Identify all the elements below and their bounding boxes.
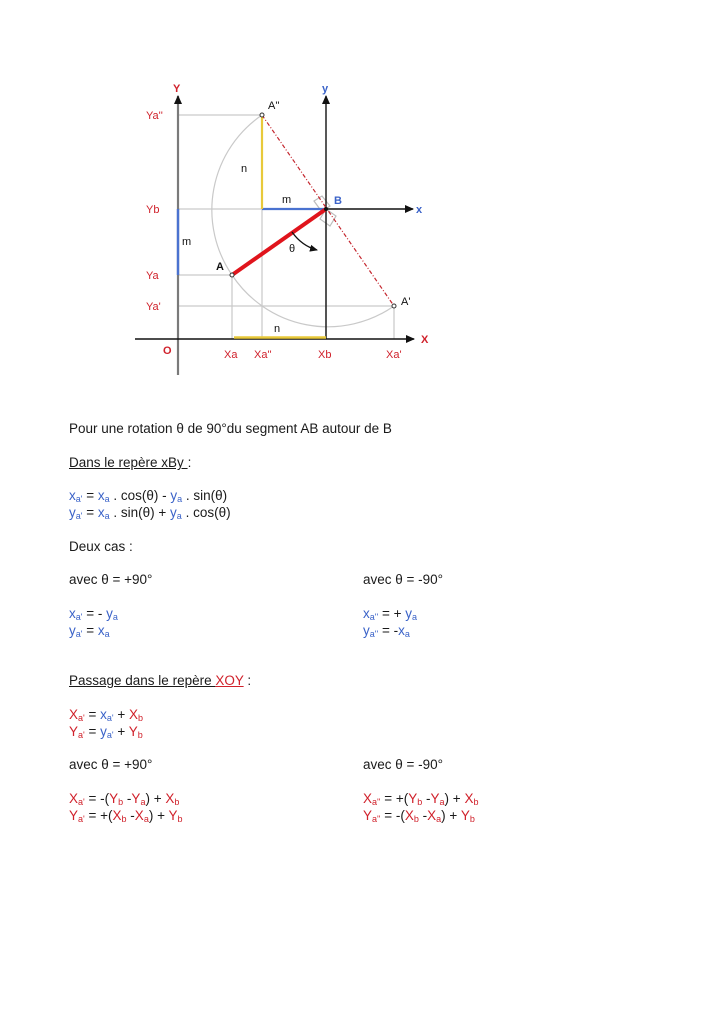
sub: a' [78,713,85,723]
term: x [97,488,105,503]
label-A2: A'' [268,100,280,112]
sub: a [104,511,110,521]
op: + [113,707,130,722]
sub: a' [78,797,85,807]
transfer-eq-2 [69,724,143,740]
op: = [82,623,98,638]
op: = -( [380,808,405,823]
rotation-arc [212,115,394,327]
op: - [126,808,135,823]
term: X [464,791,474,806]
term: X [427,808,437,823]
sub: a [112,612,118,622]
point-A-dot [230,273,234,277]
sub: b [413,814,419,824]
label-theta: θ [289,243,296,255]
op: = [84,724,101,739]
sub: a [104,629,110,639]
term: x [398,623,405,638]
term: x [100,707,107,722]
sub: a [436,814,442,824]
two-cases-label: Deux cas : [69,539,133,554]
sub: a' [78,814,85,824]
point-A2-dot [260,113,264,117]
point-A1-dot [392,304,396,308]
sub: a' [106,730,114,740]
global-plus-eq-1 [69,791,179,807]
case-plus-label-2: avec θ = +90° [69,757,153,772]
global-plus-eq-2 [69,808,183,824]
term: X [129,707,139,722]
local-plus-eq-1 [69,606,118,622]
label-m-horizontal: m [282,194,292,206]
sub: a' [106,713,114,723]
op: = -( [84,791,110,806]
op: = +( [84,808,113,823]
case-minus-label-2: avec θ = -90° [363,757,444,772]
theta-arc-arrow [292,232,317,250]
local-plus-eq-2 [69,623,110,639]
case-minus-label: avec θ = -90° [363,572,444,587]
section-global-xoy: XOY [215,673,244,688]
tick-Ya1: Ya' [146,301,161,313]
term: y [363,623,370,638]
term: y [170,505,177,520]
point-B-dot [324,207,328,211]
term: X [165,791,175,806]
label-m-vertical: m [182,236,192,248]
label-n-vertical: n [241,163,248,175]
sub: b [469,814,475,824]
label-A: A [216,261,224,273]
term: x [97,623,105,638]
term: Y [69,724,79,739]
term: x [69,606,76,621]
term: Y [408,791,418,806]
section-local-title: Dans le repère xBy [69,455,188,470]
op: = [84,707,101,722]
sub: a'' [372,814,381,824]
sub: b [137,730,143,740]
section-global-title: Passage dans le repère [69,673,216,688]
op: = + [378,606,406,621]
tick-Ya2: Ya'' [146,110,163,122]
sub: a'' [369,629,379,639]
sub: a [104,494,110,504]
sub: b [138,713,144,723]
label-X: X [421,334,429,346]
op: ) + [441,808,461,823]
sub: a [439,797,445,807]
section-local-colon: : [187,455,192,470]
case-plus-label: avec θ = +90° [69,572,153,587]
segment-AB [232,209,326,275]
term: X [363,791,373,806]
term: Y [109,791,119,806]
term: X [112,808,122,823]
sub: a [176,511,182,521]
sub: b [118,797,124,807]
sub: a [177,494,183,504]
term: Y [430,791,440,806]
sub: a [404,629,410,639]
sub: a'' [372,797,381,807]
transfer-eq-1 [69,707,143,723]
sub: a'' [369,612,379,622]
sub: a [140,797,146,807]
op: . cos(θ) [181,505,231,520]
label-A1: A' [401,296,411,308]
tick-Xa: Xa [224,349,238,361]
op: - [418,808,428,823]
label-n-horizontal: n [274,323,281,335]
sub: b [473,797,479,807]
op: = [82,488,98,503]
sub: a' [75,612,83,622]
sub: b [417,797,423,807]
global-minus-eq-2 [363,808,475,824]
term: y [170,488,178,503]
tick-Ya: Ya [146,270,159,282]
sub: b [177,814,183,824]
op: ) + [444,791,465,806]
label-O: O [163,345,172,357]
op: = +( [380,791,409,806]
rotation-diagram [0,0,724,400]
general-eq-2 [69,505,231,521]
op: . sin(θ) + [109,505,171,520]
op: = - [378,623,399,638]
term: Y [131,791,141,806]
local-minus-eq-1 [363,606,417,622]
term: y [405,606,412,621]
term: Y [128,724,138,739]
sub: b [121,814,127,824]
tick-Xb: Xb [318,349,332,361]
sub: a' [75,629,83,639]
sub: a' [75,511,83,521]
term: y [100,724,107,739]
op: = - [82,606,107,621]
label-Y: Y [173,83,181,95]
sub: b [174,797,180,807]
term: X [404,808,414,823]
label-y-local: y [322,83,329,95]
op: = [82,505,98,520]
term: Y [460,808,470,823]
sub: a [143,814,149,824]
term: y [69,623,76,638]
op: + [113,724,129,739]
term: X [69,791,79,806]
label-x-local: x [416,204,423,216]
term: x [363,606,370,621]
tick-Xa1: Xa' [386,349,402,361]
term: y [69,505,76,520]
intro-text: Pour une rotation θ de 90°du segment AB autour de B [69,421,392,436]
local-minus-eq-2 [363,623,410,639]
term: x [97,505,105,520]
sub: a' [75,494,83,504]
term: x [69,488,76,503]
section-local-heading [69,455,191,471]
term: Y [363,808,373,823]
sub: a [411,612,417,622]
op: . sin(θ) [182,488,228,503]
tick-Yb: Yb [146,204,160,216]
label-B: B [334,195,342,207]
term: X [134,808,144,823]
general-eq-1 [69,488,227,504]
global-minus-eq-1 [363,791,478,807]
sub: a' [78,730,85,740]
op: ) + [148,808,169,823]
term: Y [168,808,178,823]
section-global-colon: : [243,673,252,688]
op: . cos(θ) - [109,488,171,503]
term: X [69,707,79,722]
op: - [422,791,431,806]
term: y [106,606,113,621]
tick-Xa2: Xa'' [254,349,272,361]
op: - [123,791,132,806]
section-global-heading [69,673,251,689]
term: Y [69,808,79,823]
op: ) + [145,791,166,806]
